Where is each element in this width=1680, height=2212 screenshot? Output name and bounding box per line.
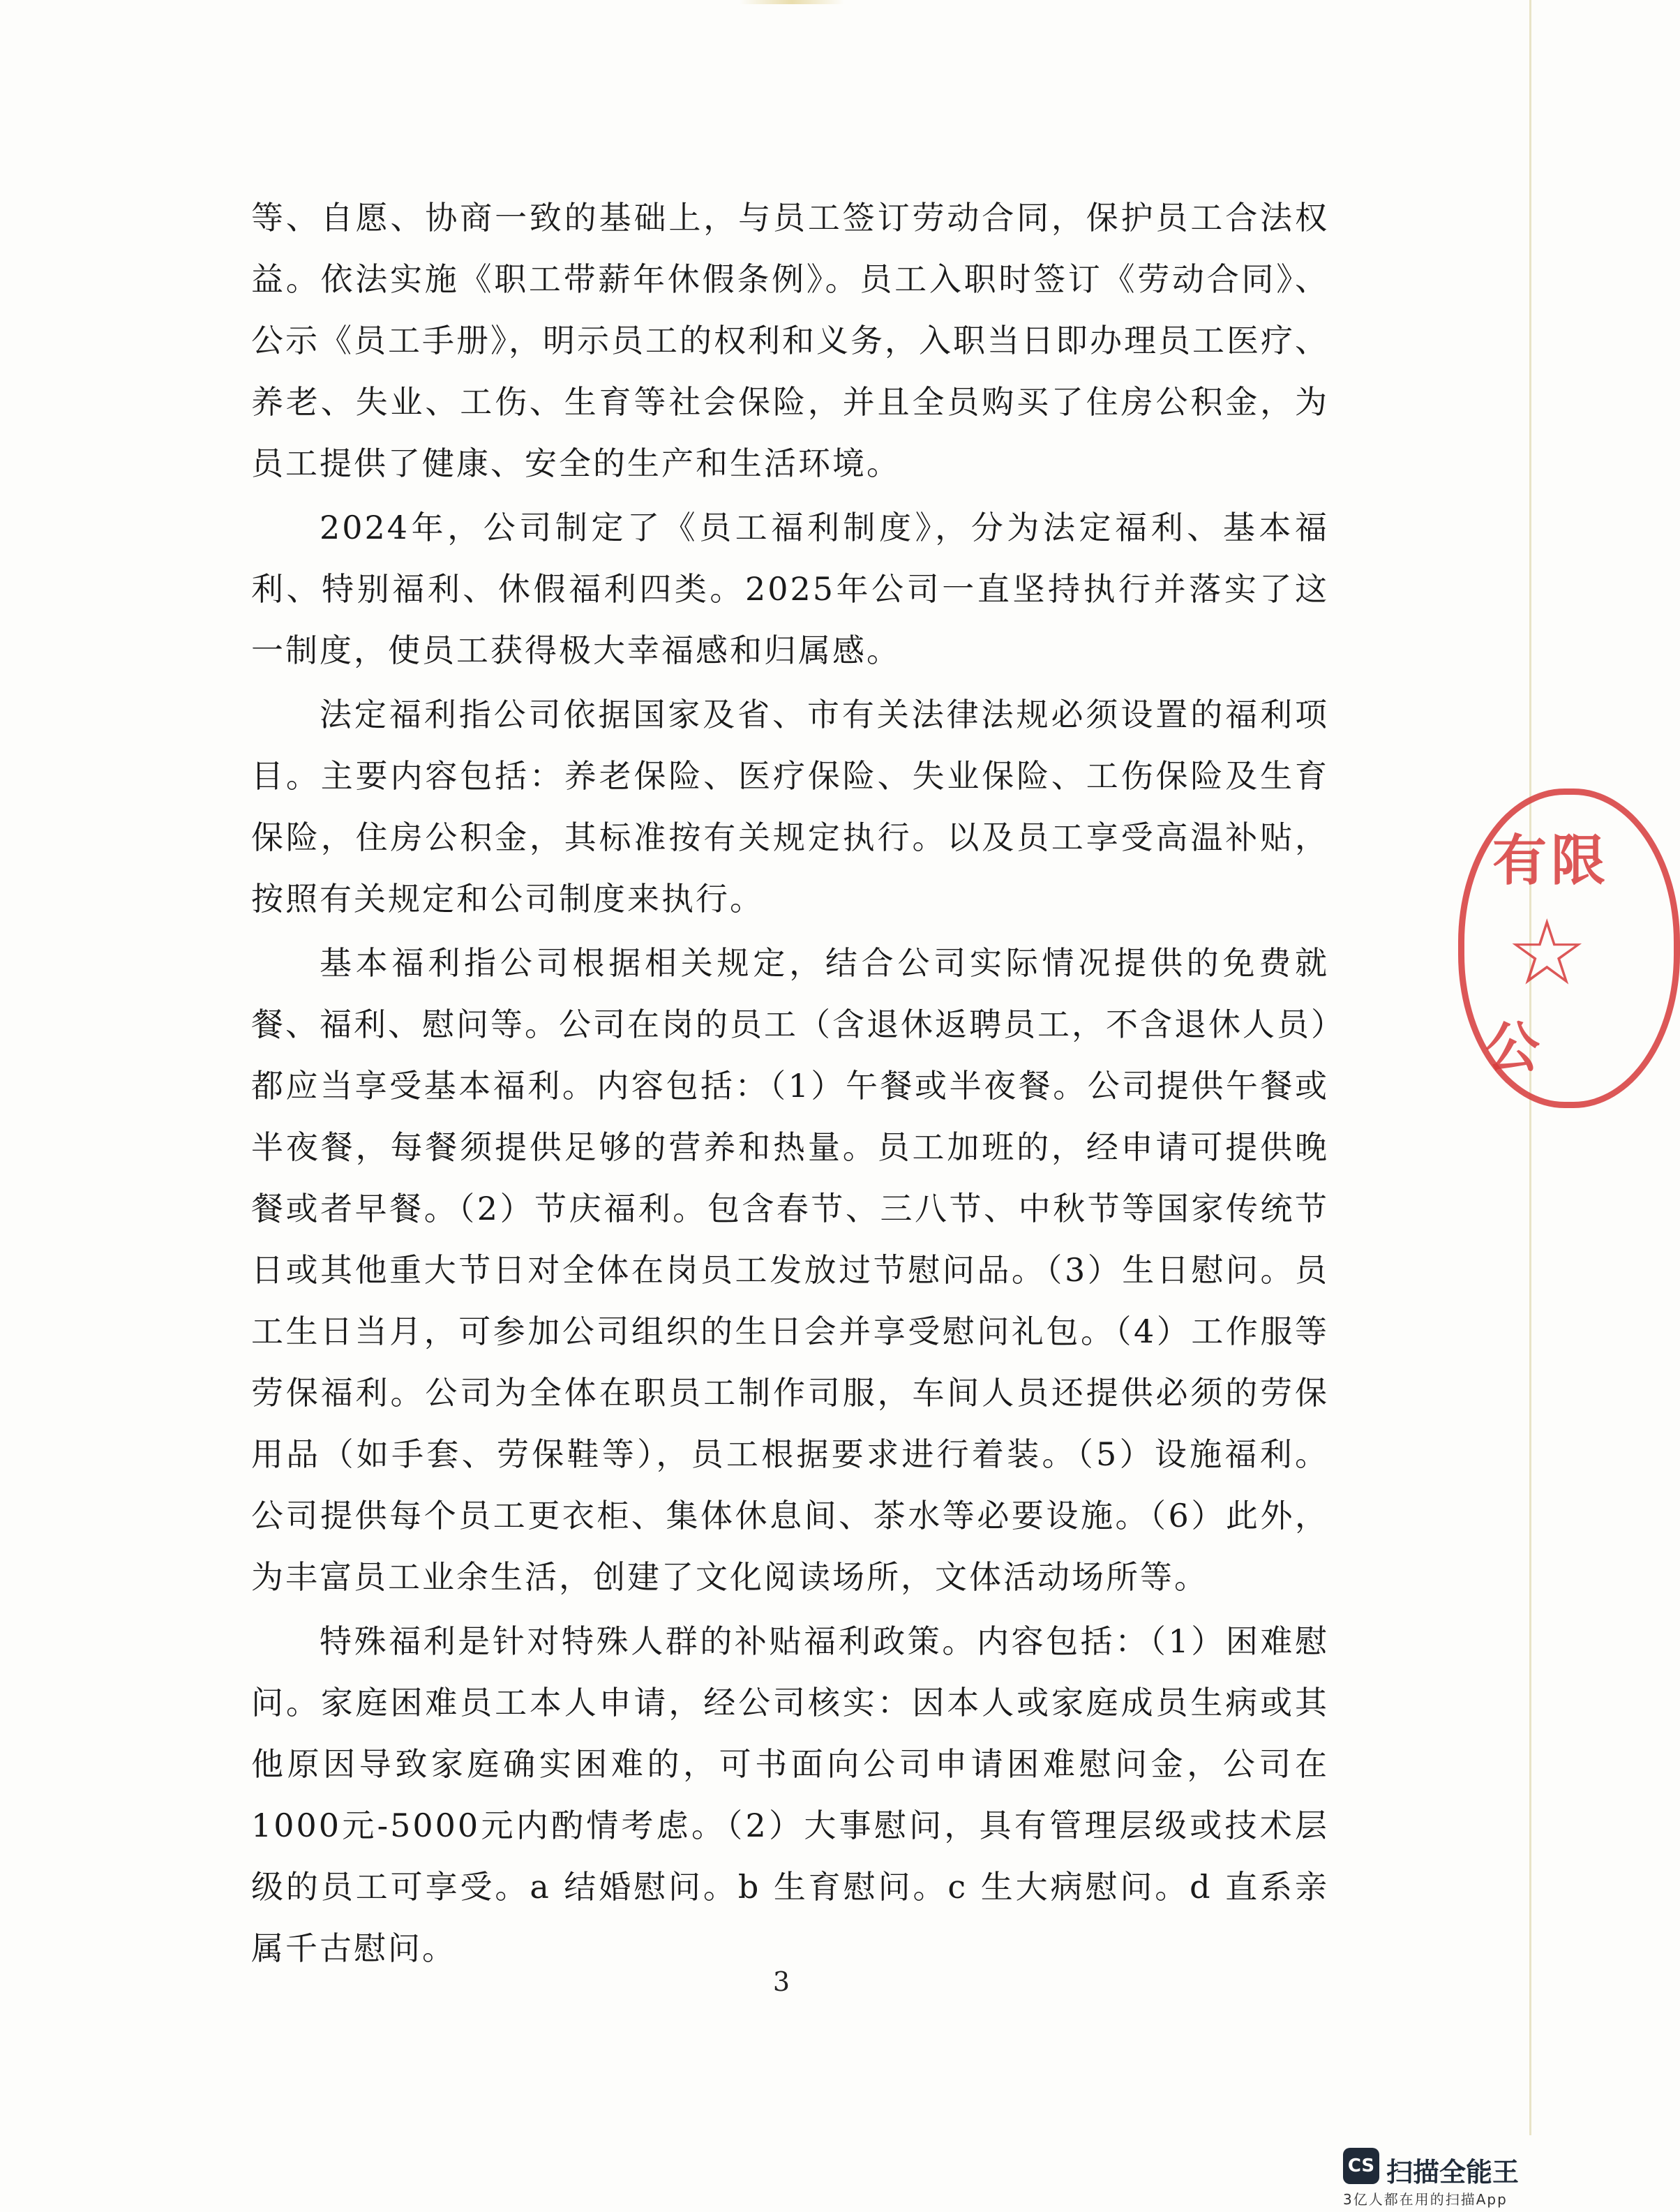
camscanner-logo-icon: CS — [1343, 2148, 1379, 2184]
watermark-subtitle: 3亿人都在用的扫描App — [1343, 2191, 1508, 2208]
paragraph-1: 等、自愿、协商一致的基础上，与员工签订劳动合同，保护员工合法权益。依法实施《职工带薪年休假条例》。员工入职时签订《劳动合同》、公示《员工手册》，明示员工的权利和义务，入职当日即办理员工医疗、养老、失业、工伤、生育等社会保险，并且全员购买了住房公积金，为员工提供了健康、安全的生产和生活环境。 — [251, 199, 1329, 482]
paragraph-4: 基本福利指公司根据相关规定，结合公司实际情况提供的免费就餐、福利、慰问等。公司在岗的员工（含退休返聘员工，不含退休人员）都应当享受基本福利。内容包括：（1）午餐或半夜餐。公司提供午餐或半夜餐，每餐须提供足够的营养和热量。员工加班的，经申请可提供晚餐或者早餐。（2）节庆福利。包含春节、三八节、中秋节等国家传统节日或其他重大节日对全体在岗员工发放过节慰问品。（3）生日慰问。员工生日当月，可参加公司组织的生日会并享受慰问礼包。（4）工作服等劳保福利。公司为全体在职员工制作司服，车间人员还提供必须的劳保用品（如手套、劳保鞋等），员工根据要求进行着装。（5）设施福利。公司提供每个员工更衣柜、集体休息间、茶水等必要设施。（6）此外，为丰富员工业余生活，创建了文化阅读场所，文体活动场所等。 — [251, 944, 1329, 1596]
paragraph-3: 法定福利指公司依据国家及省、市有关法律法规必须设置的福利项目。主要内容包括：养老保险、医疗保险、失业保险、工伤保险及生育保险，住房公积金，其标准按有关规定执行。以及员工享受高温补贴，按照有关规定和公司制度来执行。 — [251, 696, 1329, 918]
paragraph-2: 2024年，公司制定了《员工福利制度》，分为法定福利、基本福利、特别福利、休假福利四类。2025年公司一直坚持执行并落实了这一制度，使员工获得极大幸福感和归属感。 — [251, 509, 1329, 669]
watermark-title: 扫描全能王 — [1386, 2157, 1520, 2188]
company-seal — [1458, 789, 1680, 1108]
scanner-watermark — [1343, 2148, 1552, 2208]
scan-artifact-top — [740, 0, 844, 4]
seal-star-icon: ☆ — [1506, 899, 1588, 1006]
seal-text-bottom: 公 — [1485, 1016, 1540, 1079]
paragraph-5: 特殊福利是针对特殊人群的补贴福利政策。内容包括：（1）困难慰问。家庭困难员工本人申请，经公司核实：因本人或家庭成员生病或其他原因导致家庭确实困难的，可书面向公司申请困难慰问金，公司在1000元-5000元内酌情考虑。（2）大事慰问，具有管理层级或技术层级的员工可享受。a 结婚慰问。b 生育慰问。c 生大病慰问。d 直系亲属千古慰问。 — [251, 1622, 1329, 1967]
page-number: 3 — [772, 1966, 790, 1997]
document-body — [251, 187, 1329, 1982]
seal-text-top: 有限 — [1492, 829, 1610, 892]
